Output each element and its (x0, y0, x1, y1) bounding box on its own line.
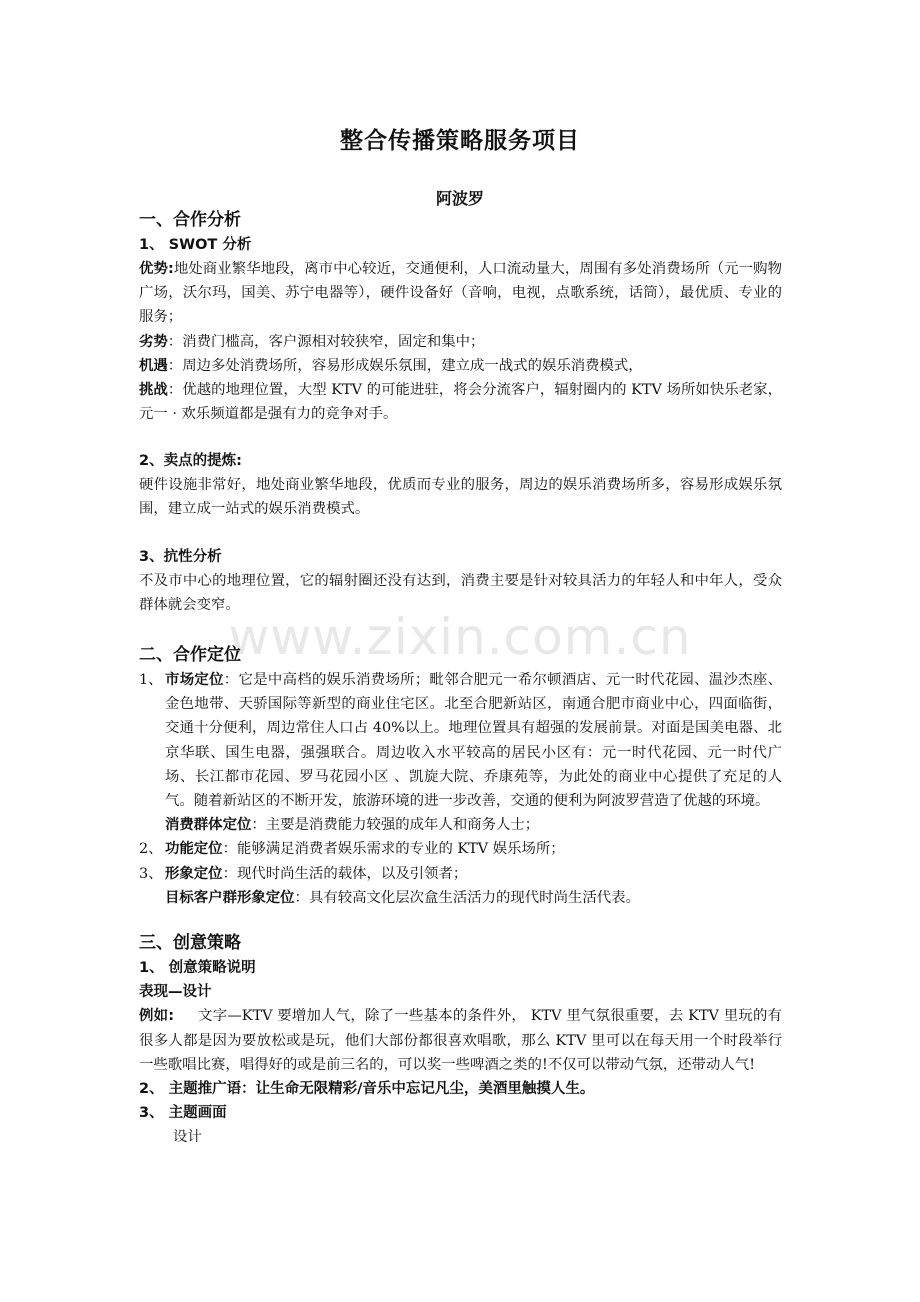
swot-strength (139, 257, 782, 330)
example-text: 文字—KTV 要增加人气，除了一些基本的条件外， KTV 里气氛很重要，去 KTV 里玩的有很多人都是因为要放松或是玩，他们大部份都很喜欢唱歌，那么 KTV 里可以在每天用一个时段举行一些歌唱比赛，唱得好的或是前三名的，可以奖一些啤酒之类的!不仅可以带动气氛，还带动人气! (139, 1008, 782, 1073)
market-label: 市场定位 (165, 672, 224, 688)
weakness-label: 劣势 (139, 333, 168, 350)
document-title: 整合传播策略服务项目 (340, 128, 580, 154)
group-label: 消费群体定位 (165, 817, 252, 834)
list-item-image (139, 862, 782, 886)
section-heading: 三、创意策略 (139, 933, 241, 953)
resist-heading: 3、抗性分析 (139, 549, 222, 565)
section-creative-strategy (139, 930, 782, 1150)
resistance-analysis (139, 545, 782, 618)
image-label: 形象定位 (165, 865, 223, 882)
swot-opportunity (139, 354, 782, 378)
image-text: ：现代时尚生活的载体，以及引领者； (222, 865, 468, 882)
design-heading: 表现—设计 (139, 984, 212, 1001)
selling-text: 硬件设施非常好，地处商业繁华地段，优质而专业的服务，周边的娱乐消费场所多，容易形成娱乐氛围，建立成一站式的娱乐消费模式。 (139, 477, 782, 518)
creative-item1-heading: 1、 创意策略说明 (139, 960, 256, 976)
strength-text: 地处商业繁华地段，离市中心较近，交通便利，人口流动量大，周围有多处消费场所（元一购物广场，沃尔玛，国美、苏宁电器等），硬件设备好（音响，电视，点歌系统，话筒），最优质、专业的服务； (139, 261, 782, 326)
creative-item3-heading: 3、 主题画面 (139, 1105, 227, 1122)
consumer-group-positioning (139, 813, 782, 837)
function-label: 功能定位 (165, 841, 223, 858)
strength-label: 优势: (139, 261, 174, 277)
swot-weakness (139, 330, 782, 354)
resist-text: 不及市中心的地理位置，它的辐射圈还没有达到，消费主要是针对较具活力的年轻人和中年人，受众群体就会变窄。 (139, 573, 782, 614)
threat-label: 挑战 (139, 382, 168, 399)
example-paragraph (139, 1004, 782, 1077)
list-number: 1、 (139, 672, 163, 688)
section-heading: 一、合作分析 (139, 210, 241, 230)
section-heading: 二、合作定位 (139, 645, 241, 665)
example-label: 例如: (139, 1008, 175, 1025)
threat-text: ：优越的地理位置，大型 KTV 的可能进驻，将会分流客户，辐射圈内的 KTV 场所如快乐老家，元一 · 欢乐频道都是强有力的竞争对手。 (139, 382, 782, 423)
selling-points (139, 449, 782, 522)
list-number: 3、 (139, 865, 163, 882)
document-author: 阿波罗 (435, 189, 484, 208)
creative-item2-heading: 2、 主题推广语：让生命无限精彩/音乐中忘记凡尘，美酒里触摸人生。 (139, 1081, 595, 1098)
target-text: ：具有较高文化层次盒生活活力的现代时尚生活代表。 (294, 889, 640, 906)
section-cooperation-positioning (139, 642, 782, 910)
group-text: ：主要是消费能力较强的成年人和商务人士； (251, 817, 540, 834)
watermark: www.zixin.com.cn (228, 608, 692, 666)
target-label: 目标客户群形象定位 (165, 889, 295, 906)
list-number: 2、 (139, 841, 163, 858)
market-text: ：它是中高档的娱乐消费场所；毗邻合肥元一希尔顿酒店、元一时代花园、温沙杰座、金色地带、天骄国际等新型的商业住宅区。北至合肥新站区，南通合肥市商业中心，四面临街，交通十分便利，周边常住人口占 40%以上。地理位置具有超强的发展前景。对面是国美电器、北京华联、国生电器，强强联合。周边收入水平较高的居民小区有：元一时代花园、元一时代广场、长江都市花园、罗马花园小区 、凯旋大院、乔康苑等，为此处的商业中心提供了充足的人气。随着新站区的不断开发，旅游环境的进一步改善，交通的便利为阿波罗营造了优越的环境。 (165, 672, 782, 810)
function-text: ：能够满足消费者娱乐需求的专业的 KTV 娱乐场所； (222, 841, 565, 858)
list-item-function (139, 837, 782, 861)
selling-heading: 2、卖点的提炼: (139, 453, 242, 469)
list-item-market (139, 668, 782, 813)
opportunity-text: ：周边多处消费场所，容易形成娱乐氛围，建立成一战式的娱乐消费模式， (167, 357, 643, 374)
swot-threat (139, 378, 782, 426)
weakness-text: ：消费门槛高，客户源相对较狭窄，固定和集中； (167, 333, 485, 350)
swot-heading: 1、 SWOT 分析 (139, 237, 252, 253)
design-word: 设计 (173, 1129, 202, 1146)
opportunity-label: 机遇 (139, 357, 168, 374)
target-customer-positioning (139, 886, 782, 910)
section-cooperation-analysis (139, 207, 782, 426)
